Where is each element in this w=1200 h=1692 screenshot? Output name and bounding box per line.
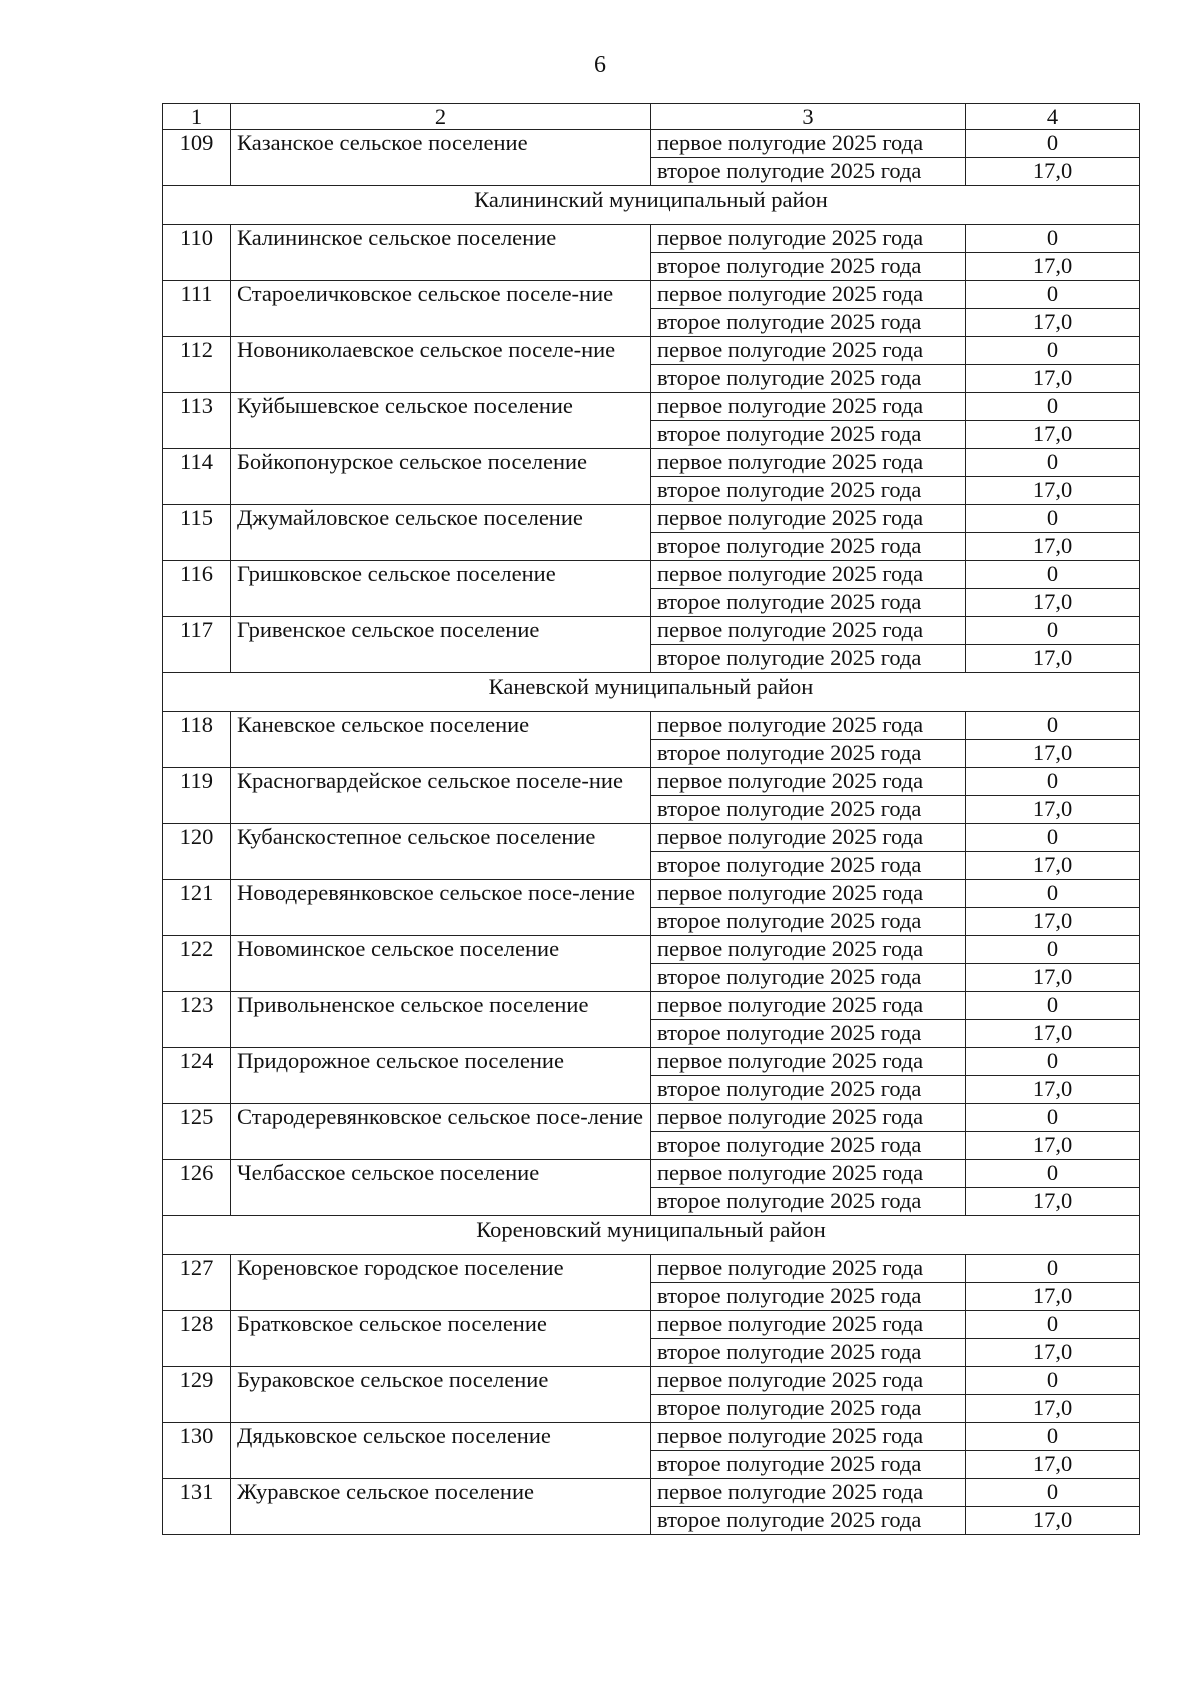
- period-cell: первое полугодие 2025 года: [651, 1479, 966, 1507]
- column-header: 4: [966, 104, 1140, 130]
- district-heading: Калининский муниципальный район: [163, 186, 1140, 225]
- settlement-name: Каневское сельское поселение: [231, 712, 651, 768]
- period-cell: второе полугодие 2025 года: [651, 908, 966, 936]
- row-number: 124: [163, 1048, 231, 1104]
- table-row: [163, 393, 1140, 421]
- row-number: 115: [163, 505, 231, 561]
- row-number: 110: [163, 225, 231, 281]
- value-cell: 0: [966, 1423, 1140, 1451]
- district-heading: Каневской муниципальный район: [163, 673, 1140, 712]
- settlement-name: Калининское сельское поселение: [231, 225, 651, 281]
- table-row: [163, 992, 1140, 1020]
- period-cell: первое полугодие 2025 года: [651, 936, 966, 964]
- period-cell: второе полугодие 2025 года: [651, 589, 966, 617]
- column-header: 1: [163, 104, 231, 130]
- table-row: [163, 768, 1140, 796]
- table-row: [163, 1048, 1140, 1076]
- value-cell: 0: [966, 449, 1140, 477]
- table-row: [163, 449, 1140, 477]
- period-cell: второе полугодие 2025 года: [651, 740, 966, 768]
- settlement-name: Гришковское сельское поселение: [231, 561, 651, 617]
- district-row: [163, 186, 1140, 225]
- value-cell: 0: [966, 768, 1140, 796]
- row-number: 119: [163, 768, 231, 824]
- row-number: 131: [163, 1479, 231, 1535]
- settlement-name: Куйбышевское сельское поселение: [231, 393, 651, 449]
- settlements-table: [162, 103, 1140, 1535]
- period-cell: первое полугодие 2025 года: [651, 561, 966, 589]
- value-cell: 17,0: [966, 589, 1140, 617]
- value-cell: 0: [966, 1311, 1140, 1339]
- period-cell: второе полугодие 2025 года: [651, 253, 966, 281]
- period-cell: второе полугодие 2025 года: [651, 1076, 966, 1104]
- value-cell: 0: [966, 505, 1140, 533]
- value-cell: 17,0: [966, 1283, 1140, 1311]
- row-number: 112: [163, 337, 231, 393]
- period-cell: второе полугодие 2025 года: [651, 1283, 966, 1311]
- value-cell: 17,0: [966, 309, 1140, 337]
- table-header-row: [163, 104, 1140, 130]
- value-cell: 17,0: [966, 158, 1140, 186]
- value-cell: 17,0: [966, 1020, 1140, 1048]
- table-row: [163, 824, 1140, 852]
- table-row: [163, 1311, 1140, 1339]
- table-row: [163, 1255, 1140, 1283]
- row-number: 129: [163, 1367, 231, 1423]
- settlement-name: Казанское сельское поселение: [231, 130, 651, 186]
- district-row: [163, 673, 1140, 712]
- row-number: 118: [163, 712, 231, 768]
- row-number: 114: [163, 449, 231, 505]
- row-number: 128: [163, 1311, 231, 1367]
- settlement-name: Новодеревянковское сельское посе-ление: [231, 880, 651, 936]
- settlement-name: Красногвардейское сельское поселе-ние: [231, 768, 651, 824]
- period-cell: первое полугодие 2025 года: [651, 992, 966, 1020]
- period-cell: первое полугодие 2025 года: [651, 1048, 966, 1076]
- value-cell: 0: [966, 1479, 1140, 1507]
- period-cell: второе полугодие 2025 года: [651, 852, 966, 880]
- period-cell: второе полугодие 2025 года: [651, 964, 966, 992]
- value-cell: 17,0: [966, 533, 1140, 561]
- period-cell: второе полугодие 2025 года: [651, 1451, 966, 1479]
- row-number: 120: [163, 824, 231, 880]
- period-cell: первое полугодие 2025 года: [651, 1423, 966, 1451]
- settlement-name: Стародеревянковское сельское посе-ление: [231, 1104, 651, 1160]
- period-cell: второе полугодие 2025 года: [651, 1395, 966, 1423]
- settlement-name: Новоминское сельское поселение: [231, 936, 651, 992]
- table-row: [163, 505, 1140, 533]
- settlement-name: Бойкопонурское сельское поселение: [231, 449, 651, 505]
- row-number: 130: [163, 1423, 231, 1479]
- period-cell: первое полугодие 2025 года: [651, 1311, 966, 1339]
- district-row: [163, 1216, 1140, 1255]
- row-number: 122: [163, 936, 231, 992]
- column-header: 3: [651, 104, 966, 130]
- period-cell: первое полугодие 2025 года: [651, 1104, 966, 1132]
- row-number: 117: [163, 617, 231, 673]
- value-cell: 0: [966, 337, 1140, 365]
- value-cell: 0: [966, 712, 1140, 740]
- value-cell: 0: [966, 880, 1140, 908]
- value-cell: 0: [966, 992, 1140, 1020]
- period-cell: первое полугодие 2025 года: [651, 130, 966, 158]
- value-cell: 17,0: [966, 1507, 1140, 1535]
- period-cell: второе полугодие 2025 года: [651, 645, 966, 673]
- period-cell: первое полугодие 2025 года: [651, 768, 966, 796]
- period-cell: второе полугодие 2025 года: [651, 421, 966, 449]
- settlement-name: Гривенское сельское поселение: [231, 617, 651, 673]
- period-cell: первое полугодие 2025 года: [651, 1367, 966, 1395]
- table-row: [163, 225, 1140, 253]
- value-cell: 0: [966, 281, 1140, 309]
- page-number: 6: [594, 52, 606, 78]
- period-cell: второе полугодие 2025 года: [651, 533, 966, 561]
- table-row: [163, 936, 1140, 964]
- period-cell: второе полугодие 2025 года: [651, 477, 966, 505]
- period-cell: второе полугодие 2025 года: [651, 365, 966, 393]
- value-cell: 0: [966, 1255, 1140, 1283]
- settlement-name: Журавское сельское поселение: [231, 1479, 651, 1535]
- row-number: 116: [163, 561, 231, 617]
- value-cell: 17,0: [966, 477, 1140, 505]
- value-cell: 17,0: [966, 421, 1140, 449]
- settlement-name: Кореновское городское поселение: [231, 1255, 651, 1311]
- table-row: [163, 712, 1140, 740]
- value-cell: 0: [966, 1160, 1140, 1188]
- period-cell: первое полугодие 2025 года: [651, 1160, 966, 1188]
- table-row: [163, 1104, 1140, 1132]
- settlement-name: Челбасское сельское поселение: [231, 1160, 651, 1216]
- value-cell: 17,0: [966, 964, 1140, 992]
- value-cell: 17,0: [966, 645, 1140, 673]
- value-cell: 17,0: [966, 796, 1140, 824]
- value-cell: 0: [966, 617, 1140, 645]
- period-cell: второе полугодие 2025 года: [651, 1132, 966, 1160]
- value-cell: 0: [966, 1048, 1140, 1076]
- period-cell: первое полугодие 2025 года: [651, 225, 966, 253]
- period-cell: второе полугодие 2025 года: [651, 1339, 966, 1367]
- value-cell: 0: [966, 1104, 1140, 1132]
- value-cell: 0: [966, 225, 1140, 253]
- row-number: 111: [163, 281, 231, 337]
- value-cell: 0: [966, 824, 1140, 852]
- period-cell: первое полугодие 2025 года: [651, 880, 966, 908]
- period-cell: первое полугодие 2025 года: [651, 617, 966, 645]
- value-cell: 17,0: [966, 740, 1140, 768]
- period-cell: первое полугодие 2025 года: [651, 824, 966, 852]
- district-heading: Кореновский муниципальный район: [163, 1216, 1140, 1255]
- period-cell: первое полугодие 2025 года: [651, 337, 966, 365]
- table-row: [163, 561, 1140, 589]
- value-cell: 17,0: [966, 365, 1140, 393]
- period-cell: первое полугодие 2025 года: [651, 712, 966, 740]
- row-number: 123: [163, 992, 231, 1048]
- period-cell: первое полугодие 2025 года: [651, 449, 966, 477]
- row-number: 125: [163, 1104, 231, 1160]
- settlement-name: Кубанскостепное сельское поселение: [231, 824, 651, 880]
- period-cell: второе полугодие 2025 года: [651, 1020, 966, 1048]
- value-cell: 17,0: [966, 1339, 1140, 1367]
- table-row: [163, 1160, 1140, 1188]
- settlement-name: Привольненское сельское поселение: [231, 992, 651, 1048]
- settlement-name: Новониколаевское сельское поселе-ние: [231, 337, 651, 393]
- value-cell: 0: [966, 936, 1140, 964]
- value-cell: 0: [966, 561, 1140, 589]
- row-number: 126: [163, 1160, 231, 1216]
- period-cell: первое полугодие 2025 года: [651, 393, 966, 421]
- settlement-name: Бураковское сельское поселение: [231, 1367, 651, 1423]
- settlement-name: Братковское сельское поселение: [231, 1311, 651, 1367]
- table-row: [163, 1423, 1140, 1451]
- table-row: [163, 130, 1140, 158]
- value-cell: 17,0: [966, 1188, 1140, 1216]
- period-cell: второе полугодие 2025 года: [651, 1188, 966, 1216]
- table-row: [163, 337, 1140, 365]
- value-cell: 17,0: [966, 852, 1140, 880]
- row-number: 109: [163, 130, 231, 186]
- period-cell: первое полугодие 2025 года: [651, 1255, 966, 1283]
- table-row: [163, 281, 1140, 309]
- settlement-name: Дядьковское сельское поселение: [231, 1423, 651, 1479]
- period-cell: первое полугодие 2025 года: [651, 281, 966, 309]
- value-cell: 17,0: [966, 1132, 1140, 1160]
- table-row: [163, 617, 1140, 645]
- value-cell: 0: [966, 393, 1140, 421]
- period-cell: второе полугодие 2025 года: [651, 1507, 966, 1535]
- table-row: [163, 1479, 1140, 1507]
- value-cell: 17,0: [966, 1451, 1140, 1479]
- row-number: 113: [163, 393, 231, 449]
- row-number: 121: [163, 880, 231, 936]
- settlement-name: Староеличковское сельское поселе-ние: [231, 281, 651, 337]
- value-cell: 17,0: [966, 1076, 1140, 1104]
- settlement-name: Придорожное сельское поселение: [231, 1048, 651, 1104]
- value-cell: 17,0: [966, 908, 1140, 936]
- value-cell: 0: [966, 1367, 1140, 1395]
- value-cell: 17,0: [966, 253, 1140, 281]
- value-cell: 17,0: [966, 1395, 1140, 1423]
- column-header: 2: [231, 104, 651, 130]
- settlement-name: Джумайловское сельское поселение: [231, 505, 651, 561]
- table-row: [163, 880, 1140, 908]
- period-cell: второе полугодие 2025 года: [651, 158, 966, 186]
- value-cell: 0: [966, 130, 1140, 158]
- period-cell: первое полугодие 2025 года: [651, 505, 966, 533]
- period-cell: второе полугодие 2025 года: [651, 309, 966, 337]
- row-number: 127: [163, 1255, 231, 1311]
- period-cell: второе полугодие 2025 года: [651, 796, 966, 824]
- table-row: [163, 1367, 1140, 1395]
